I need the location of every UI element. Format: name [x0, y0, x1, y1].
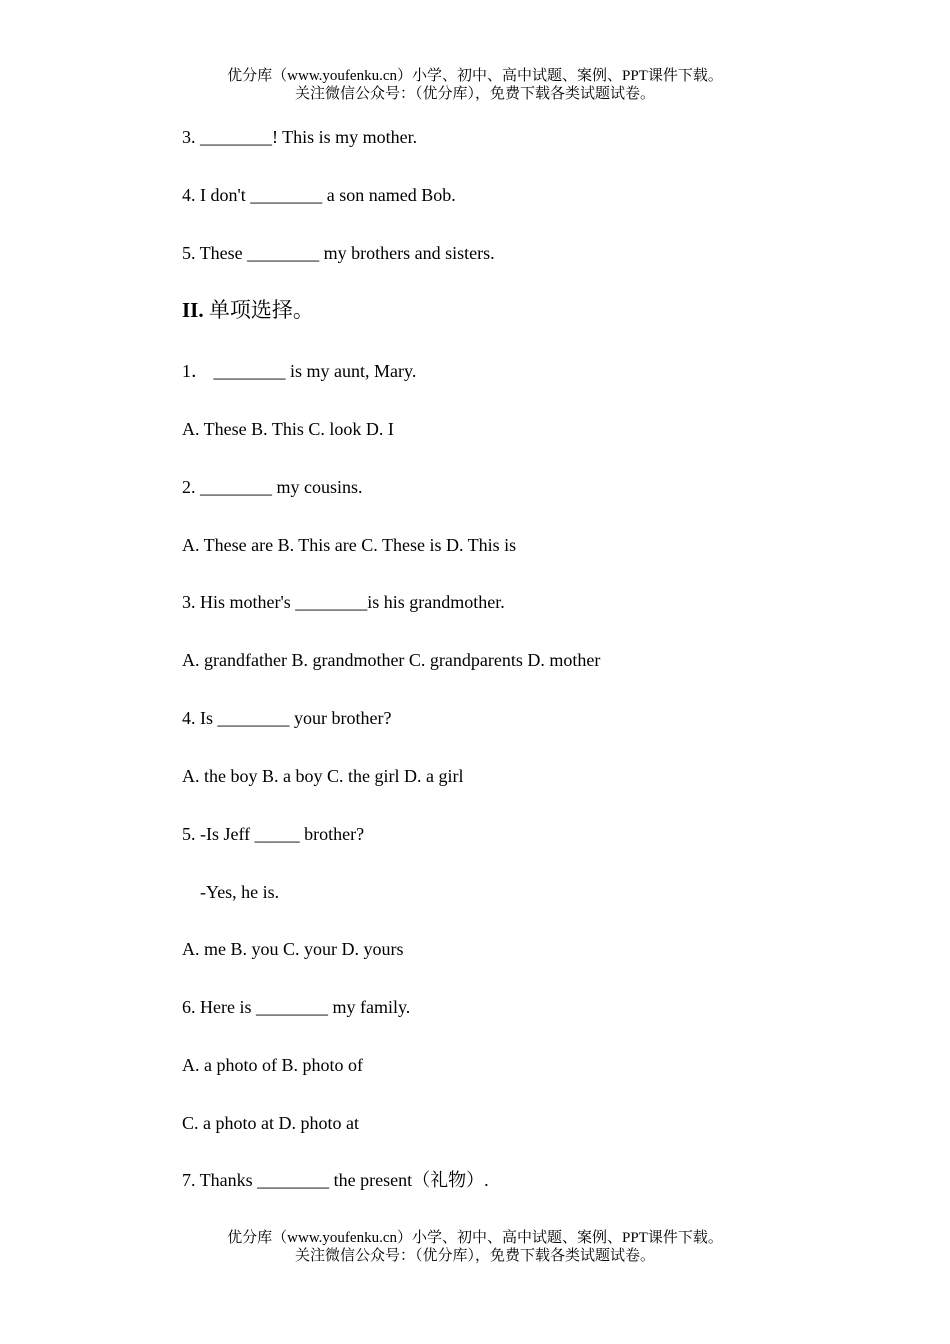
choice-options-3: A. grandfather B. grandmother C. grandparents D. mother: [182, 650, 601, 670]
page-header: [0, 67, 950, 103]
choice-question-6: 6. Here is ________ my family.: [182, 997, 411, 1017]
choice-question-7: 7. Thanks ________ the present（礼物）.: [182, 1170, 489, 1190]
choice-options-4: A. the boy B. a boy C. the girl D. a girl: [182, 766, 464, 786]
choice-answer-5: -Yes, he is.: [200, 882, 280, 902]
header-line-1: 优分库（www.youfenku.cn）小学、初中、高中试题、案例、PPT课件下载。: [227, 68, 723, 84]
footer-line-2: 关注微信公众号：（优分库），免费下载各类试题试卷。: [294, 1248, 655, 1264]
section-heading: [182, 297, 314, 323]
fill-in-question-5: 5. These ________ my brothers and sisters.: [182, 243, 495, 263]
footer-line-1: 优分库（www.youfenku.cn）小学、初中、高中试题、案例、PPT课件下载。: [227, 1230, 723, 1246]
section-title: 单项选择。: [208, 298, 314, 322]
choice-question-3: 3. His mother's ________is his grandmother.: [182, 592, 505, 612]
page-footer: [0, 1229, 950, 1265]
choice-options-1: A. These B. This C. look D. I: [182, 419, 394, 439]
choice-options-6a: A. a photo of B. photo of: [182, 1055, 363, 1075]
choice-question-1: 1． ________ is my aunt, Mary.: [182, 361, 417, 381]
choice-options-5: A. me B. you C. your D. yours: [182, 939, 404, 959]
fill-in-question-4: 4. I don't ________ a son named Bob.: [182, 185, 456, 205]
header-line-2: 关注微信公众号：（优分库），免费下载各类试题试卷。: [294, 86, 655, 102]
fill-in-question-3: 3. ________! This is my mother.: [182, 127, 418, 147]
choice-question-4: 4. Is ________ your brother?: [182, 708, 392, 728]
choice-question-5: 5. -Is Jeff _____ brother?: [182, 824, 365, 844]
choice-question-2: 2. ________ my cousins.: [182, 477, 363, 497]
choice-options-6b: C. a photo at D. photo at: [182, 1113, 359, 1133]
section-number: II.: [182, 298, 204, 322]
choice-options-2: A. These are B. This are C. These is D. This is: [182, 535, 517, 555]
